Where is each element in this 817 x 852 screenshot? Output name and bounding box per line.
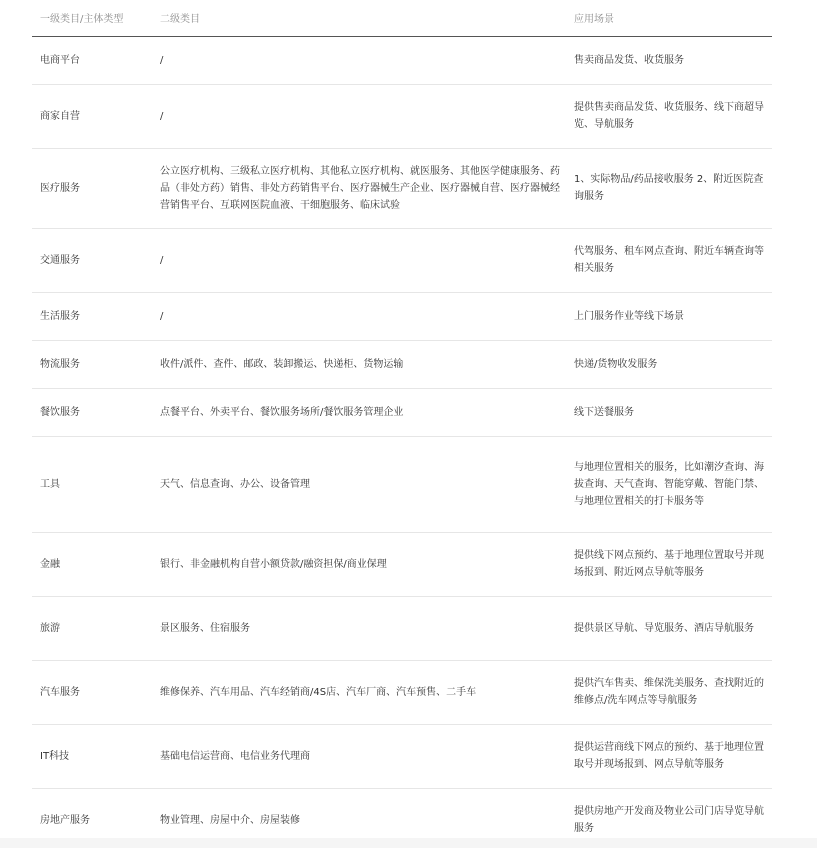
header-primary-category: 一级类目/主体类型 [32, 0, 152, 36]
table-row [32, 228, 772, 292]
cell-application-scenario: 上门服务作业等线下场景 [566, 292, 772, 340]
table-row [32, 660, 772, 724]
cell-secondary-category: 点餐平台、外卖平台、餐饮服务场所/餐饮服务管理企业 [152, 388, 566, 436]
cell-primary-category: 电商平台 [32, 36, 152, 84]
cell-application-scenario: 提供线下网点预约、基于地理位置取号并现场报到、附近网点导航等服务 [566, 532, 772, 596]
cell-primary-category: 交通服务 [32, 228, 152, 292]
page-bottom-bar [0, 838, 817, 848]
table-header [32, 0, 772, 36]
cell-primary-category: IT科技 [32, 724, 152, 788]
table-row [32, 388, 772, 436]
category-scenario-table [32, 0, 772, 852]
cell-primary-category: 金融 [32, 532, 152, 596]
cell-secondary-category: 收件/派件、查件、邮政、装卸搬运、快递柜、货物运输 [152, 340, 566, 388]
cell-secondary-category: / [152, 228, 566, 292]
cell-application-scenario: 提供汽车售卖、维保洗美服务、查找附近的维修点/洗车网点等导航服务 [566, 660, 772, 724]
cell-primary-category: 餐饮服务 [32, 388, 152, 436]
cell-application-scenario: 售卖商品发货、收货服务 [566, 36, 772, 84]
cell-application-scenario: 快递/货物收发服务 [566, 340, 772, 388]
table-body [32, 36, 772, 852]
table-row [32, 532, 772, 596]
cell-secondary-category: 物业管理、房屋中介、房屋装修 [160, 814, 300, 826]
cell-secondary-category: 基础电信运营商、电信业务代理商 [152, 724, 566, 788]
header-secondary-category: 二级类目 [152, 0, 566, 36]
cell-secondary-category: 公立医疗机构、三级私立医疗机构、其他私立医疗机构、就医服务、其他医学健康服务、药品（非处方药）销售、非处方药销售平台、医疗器械生产企业、医疗器械自营、医疗器械经营销售平台、互联网医院血液、干细胞服务、临床试验 [152, 148, 566, 228]
table-row [32, 36, 772, 84]
table-row [32, 84, 772, 148]
table-row [32, 340, 772, 388]
cell-primary-category: 商家自营 [32, 84, 152, 148]
cell-secondary-category: 天气、信息查询、办公、设备管理 [152, 436, 566, 532]
cell-primary-category: 旅游 [32, 596, 152, 660]
header-application-scenario: 应用场景 [566, 0, 772, 36]
header-row [32, 0, 772, 36]
category-table-container [32, 0, 772, 852]
cell-secondary-category: / [152, 84, 566, 148]
cell-application-scenario: 提供运营商线下网点的预约、基于地理位置取号并现场报到、网点导航等服务 [566, 724, 772, 788]
cell-application-scenario: 与地理位置相关的服务，比如潮汐查询、海拔查询、天气查询、智能穿戴、智能门禁、与地理位置相关的打卡服务等 [566, 436, 772, 532]
cell-secondary-category: 银行、非金融机构自营小额贷款/融资担保/商业保理 [152, 532, 566, 596]
cell-primary-category: 生活服务 [32, 292, 152, 340]
cell-application-scenario: 提供景区导航、导览服务、酒店导航服务 [566, 596, 772, 660]
cell-primary-category: 物流服务 [32, 340, 152, 388]
cell-application-scenario: 线下送餐服务 [566, 388, 772, 436]
table-row [32, 724, 772, 788]
table-row [32, 148, 772, 228]
cell-application-scenario: 代驾服务、租车网点查询、附近车辆查询等相关服务 [566, 228, 772, 292]
cell-application-scenario: 提供售卖商品发货、收货服务、线下商超导览、导航服务 [566, 84, 772, 148]
cell-application-scenario: 1、实际物品/药品接收服务 2、附近医院查询服务 [566, 148, 772, 228]
cell-primary-category: 医疗服务 [32, 148, 152, 228]
table-row [32, 436, 772, 532]
cell-application-scenario: 提供房地产开发商及物业公司门店导览导航服务 [574, 806, 764, 835]
cell-primary-category: 工具 [32, 436, 152, 532]
cell-primary-category: 房地产服务 [40, 814, 90, 826]
table-row [32, 596, 772, 660]
table-row [32, 292, 772, 340]
cell-secondary-category: 景区服务、住宿服务 [152, 596, 566, 660]
cell-primary-category: 汽车服务 [32, 660, 152, 724]
cell-secondary-category: / [152, 292, 566, 340]
cell-secondary-category: 维修保养、汽车用品、汽车经销商/4S店、汽车厂商、汽车预售、二手车 [152, 660, 566, 724]
cell-secondary-category: / [152, 36, 566, 84]
